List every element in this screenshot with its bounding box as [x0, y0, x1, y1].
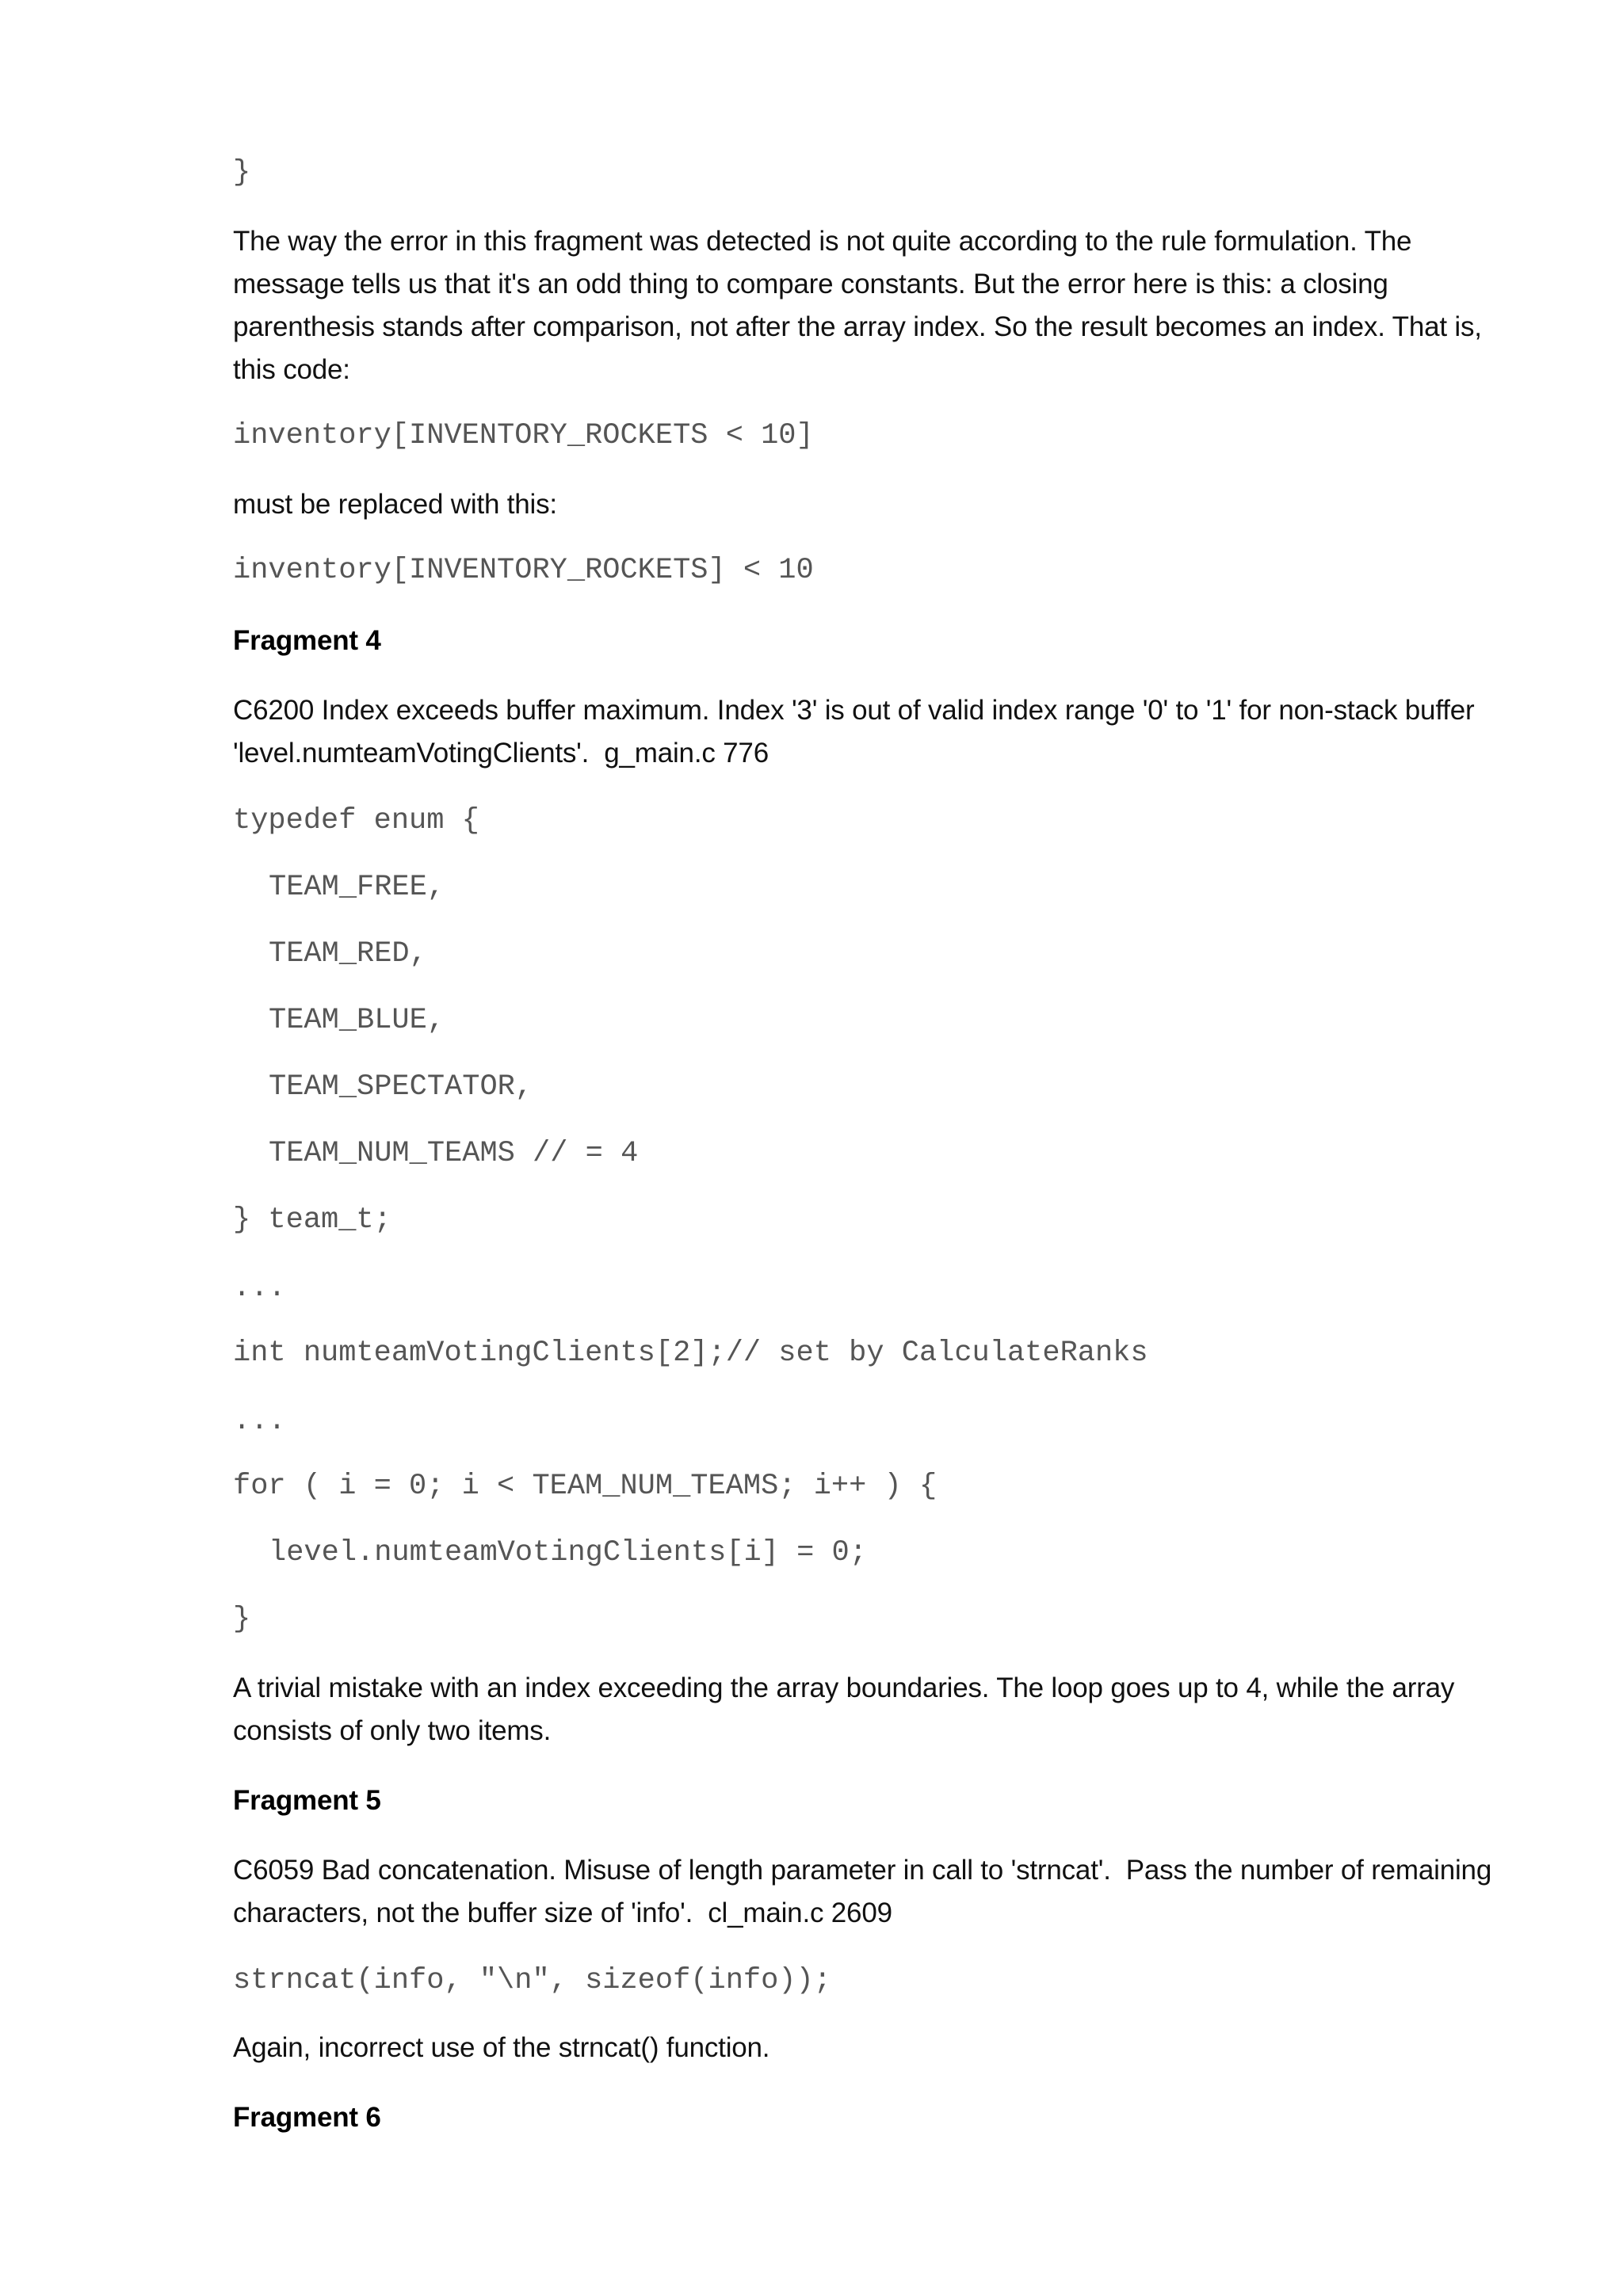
- paragraph-line: message tells us that it's an odd thing to compare constants. But the error here is this: a closing: [233, 269, 1388, 299]
- code-line: TEAM_RED,: [269, 937, 427, 971]
- paragraph-line: parenthesis stands after comparison, not after the array index. So the result becomes an index. That is,: [233, 311, 1482, 342]
- paragraph-line: Again, incorrect use of the strncat() function.: [233, 2032, 770, 2063]
- code-line: } team_t;: [233, 1203, 391, 1237]
- fragment-6-heading: Fragment 6: [233, 2102, 381, 2133]
- code-line: TEAM_SPECTATOR,: [269, 1070, 533, 1104]
- code-line: strncat(info, "\n", sizeof(info));: [233, 1964, 831, 1997]
- paragraph-line: A trivial mistake with an index exceeding the array boundaries. The loop goes up to 4, while the array: [233, 1672, 1455, 1703]
- code-line: for ( i = 0; i < TEAM_NUM_TEAMS; i++ ) {: [233, 1470, 938, 1503]
- code-line: level.numteamVotingClients[i] = 0;: [269, 1536, 867, 1569]
- fragment-5-heading: Fragment 5: [233, 1785, 381, 1816]
- code-line: int numteamVotingClients[2];// set by CalculateRanks: [233, 1337, 1148, 1370]
- error-message-line: characters, not the buffer size of 'info'. cl_main.c 2609: [233, 1897, 892, 1928]
- fragment-4-heading: Fragment 4: [233, 625, 381, 656]
- error-message-line: C6059 Bad concatenation. Misuse of length parameter in call to 'strncat'. Pass the number of remaining: [233, 1855, 1492, 1886]
- code-line: TEAM_BLUE,: [269, 1004, 445, 1037]
- code-line: }: [233, 1603, 251, 1636]
- paragraph-line: The way the error in this fragment was detected is not quite according to the rule formulation. The: [233, 226, 1412, 257]
- code-line: ...: [233, 1405, 286, 1438]
- code-line: TEAM_FREE,: [269, 871, 445, 904]
- code-line: inventory[INVENTORY_ROCKETS] < 10: [233, 554, 814, 587]
- paragraph-line: must be replaced with this:: [233, 489, 557, 520]
- code-line: typedef enum {: [233, 804, 479, 837]
- code-closing-brace: }: [233, 156, 251, 189]
- paragraph-line: this code:: [233, 354, 350, 385]
- error-message-line: 'level.numteamVotingClients'. g_main.c 776: [233, 738, 769, 769]
- code-line: inventory[INVENTORY_ROCKETS < 10]: [233, 419, 814, 452]
- code-line: ...: [233, 1272, 286, 1305]
- error-message-line: C6200 Index exceeds buffer maximum. Index '3' is out of valid index range '0' to '1' for non-stack buffer: [233, 695, 1475, 726]
- paragraph-line: consists of only two items.: [233, 1715, 552, 1746]
- code-line: TEAM_NUM_TEAMS // = 4: [269, 1137, 639, 1170]
